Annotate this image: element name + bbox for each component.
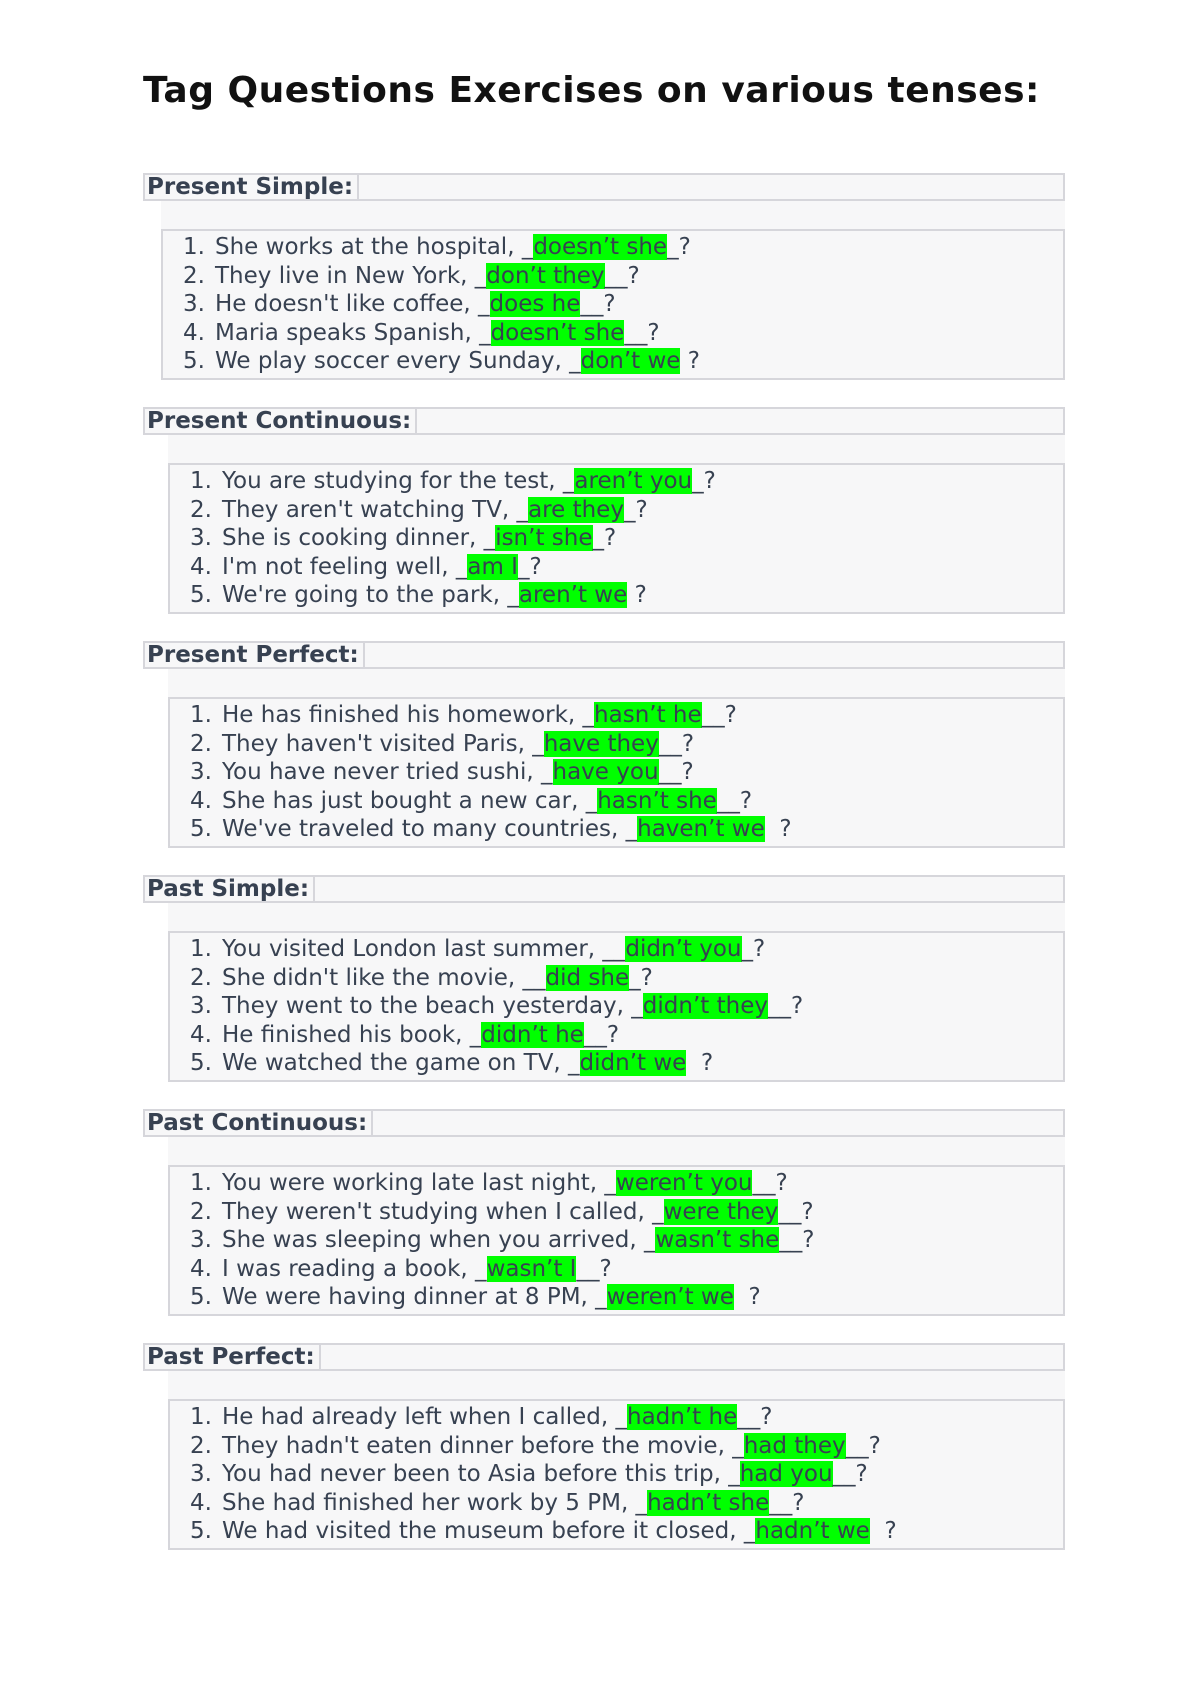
question-item — [170, 496, 1063, 525]
question-item — [170, 1517, 1063, 1546]
section-heading: Past Continuous: — [145, 1111, 373, 1135]
question-stem: We've traveled to many countries, _ — [222, 816, 638, 842]
question-number: 1. — [183, 234, 205, 260]
question-tail: _? — [692, 468, 716, 494]
answer-highlight: are they — [528, 496, 624, 523]
question-item — [170, 1169, 1063, 1198]
question-number: 2. — [190, 1198, 212, 1225]
question-number: 2. — [183, 262, 205, 289]
section — [143, 641, 1065, 848]
section-heading: Present Perfect: — [145, 643, 365, 667]
section-heading: Past Perfect: — [145, 1345, 321, 1369]
question-number: 5. — [190, 582, 212, 608]
question-stem: We had visited the museum before it closed, _ — [222, 1518, 756, 1544]
section — [143, 173, 1065, 380]
question-tail: __? — [701, 702, 737, 728]
question-item — [170, 992, 1063, 1021]
question-stem: You had never been to Asia before this trip, _ — [222, 1461, 740, 1487]
answer-highlight: hasn’t he — [594, 702, 702, 728]
section-heading-box — [143, 1343, 1065, 1371]
question-stem: I'm not feeling well, _ — [222, 553, 468, 580]
answer-highlight: don’t we — [580, 348, 681, 374]
question-stem: She works at the hospital, _ — [215, 234, 534, 260]
question-number: 3. — [190, 759, 212, 785]
question-tail: ? — [627, 582, 647, 608]
question-item — [170, 467, 1063, 496]
question-number: 5. — [183, 348, 205, 374]
question-tail: ? — [869, 1518, 897, 1544]
question-stem: We play soccer every Sunday, _ — [215, 348, 581, 374]
question-stem: She was sleeping when you arrived, _ — [222, 1227, 656, 1253]
section-heading: Present Simple: — [145, 175, 359, 199]
answer-highlight: were they — [663, 1198, 779, 1225]
question-item — [170, 1198, 1063, 1227]
section-spacer — [168, 1137, 1065, 1165]
question-number: 1. — [190, 702, 212, 728]
question-list — [168, 931, 1065, 1082]
section — [143, 875, 1065, 1082]
answer-highlight: didn’t they — [642, 993, 768, 1019]
question-item — [170, 553, 1063, 582]
answer-highlight: aren’t we — [518, 582, 628, 608]
question-stem: You have never tried sushi, _ — [222, 759, 553, 785]
section-spacer — [168, 435, 1065, 463]
section — [143, 1343, 1065, 1550]
question-item — [170, 1049, 1063, 1078]
question-stem: We're going to the park, _ — [222, 582, 519, 608]
answer-highlight: didn’t you — [625, 936, 742, 962]
question-tail: __? — [658, 730, 695, 757]
question-item — [163, 233, 1063, 262]
question-number: 1. — [190, 468, 212, 494]
answer-highlight: weren’t we — [606, 1284, 734, 1310]
question-number: 2. — [190, 496, 212, 523]
question-tail: __? — [624, 319, 660, 346]
question-item — [170, 581, 1063, 610]
question-tail: __? — [604, 262, 640, 289]
answer-highlight: hadn’t we — [755, 1518, 870, 1544]
question-stem: I was reading a book, _ — [222, 1255, 487, 1282]
question-number: 3. — [190, 993, 212, 1019]
question-stem: You are studying for the test, _ — [222, 468, 575, 494]
section-spacer — [161, 201, 1065, 229]
question-item — [170, 730, 1063, 759]
question-stem: She didn't like the movie, __ — [222, 964, 546, 991]
answer-highlight: hadn’t she — [647, 1489, 770, 1516]
question-tail: __? — [658, 759, 694, 785]
answer-highlight: did she — [545, 964, 630, 991]
question-tail: _? — [623, 496, 648, 523]
question-item — [170, 1403, 1063, 1432]
question-tail: _? — [667, 234, 691, 260]
question-stem: They aren't watching TV, _ — [222, 496, 529, 523]
question-stem: You were working late last night, _ — [222, 1170, 616, 1196]
question-item — [170, 701, 1063, 730]
question-number: 2. — [190, 730, 212, 757]
question-tail: __? — [845, 1432, 881, 1459]
question-stem: We were having dinner at 8 PM, _ — [222, 1284, 607, 1310]
question-tail: __? — [576, 1255, 612, 1282]
section-spacer — [168, 669, 1065, 697]
question-number: 4. — [190, 1489, 212, 1516]
question-item — [170, 758, 1063, 787]
answer-highlight: didn’t he — [481, 1021, 584, 1048]
question-stem: We watched the game on TV, _ — [222, 1050, 580, 1076]
question-item — [170, 1432, 1063, 1461]
question-number: 4. — [190, 553, 212, 580]
question-item — [170, 1283, 1063, 1312]
question-number: 3. — [190, 1227, 212, 1253]
question-number: 1. — [190, 936, 212, 962]
question-tail: __? — [583, 1021, 620, 1048]
question-item — [170, 815, 1063, 844]
question-tail: __? — [716, 787, 753, 814]
answer-highlight: don’t they — [486, 262, 605, 289]
section-heading-box — [143, 875, 1065, 903]
page-title: Tag Questions Exercises on various tenses: — [143, 70, 1040, 111]
question-tail: _? — [592, 525, 617, 551]
question-item — [163, 319, 1063, 348]
question-item — [170, 1255, 1063, 1284]
question-tail: __? — [769, 1489, 805, 1516]
question-stem: He doesn't like coffee, _ — [215, 291, 490, 317]
question-tail: __? — [767, 993, 804, 1019]
question-list — [161, 229, 1065, 380]
question-stem: They haven't visited Paris, _ — [222, 730, 544, 757]
question-list — [168, 1165, 1065, 1316]
question-number: 5. — [190, 816, 212, 842]
question-stem: Maria speaks Spanish, _ — [215, 319, 491, 346]
section-heading-box — [143, 173, 1065, 201]
question-item — [170, 787, 1063, 816]
section-spacer — [168, 1371, 1065, 1399]
answer-highlight: does he — [489, 291, 581, 317]
question-item — [170, 1489, 1063, 1518]
answer-highlight: have you — [552, 759, 659, 785]
question-stem: He had already left when I called, _ — [222, 1404, 628, 1430]
question-tail: ? — [733, 1284, 761, 1310]
question-number: 1. — [190, 1170, 212, 1196]
question-item — [163, 290, 1063, 319]
question-tail: __? — [779, 1227, 815, 1253]
section-heading: Past Simple: — [145, 877, 315, 901]
question-stem: You visited London last summer, __ — [222, 936, 626, 962]
question-tail: __? — [752, 1170, 788, 1196]
section-heading-box — [143, 641, 1065, 669]
question-stem: They went to the beach yesterday, _ — [222, 993, 643, 1019]
section-spacer — [168, 903, 1065, 931]
answer-highlight: had they — [743, 1432, 846, 1459]
answer-highlight: hadn’t he — [627, 1404, 738, 1430]
question-item — [170, 935, 1063, 964]
question-stem: He has finished his homework, _ — [222, 702, 595, 728]
question-number: 4. — [190, 1255, 212, 1282]
question-number: 4. — [183, 319, 205, 346]
question-list — [168, 697, 1065, 848]
answer-highlight: had you — [739, 1461, 833, 1487]
question-number: 3. — [190, 525, 212, 551]
answer-highlight: hasn’t she — [597, 787, 717, 814]
answer-highlight: aren’t you — [574, 468, 693, 494]
question-number: 4. — [190, 1021, 212, 1048]
question-stem: She is cooking dinner, _ — [222, 525, 496, 551]
question-stem: They hadn't eaten dinner before the movie, _ — [222, 1432, 744, 1459]
answer-highlight: didn’t we — [579, 1050, 687, 1076]
question-tail: __? — [580, 291, 616, 317]
question-number: 3. — [190, 1461, 212, 1487]
answer-highlight: haven’t we — [637, 816, 765, 842]
section-heading-box — [143, 1109, 1065, 1137]
question-number: 4. — [190, 787, 212, 814]
question-tail: __? — [832, 1461, 868, 1487]
answer-highlight: isn’t she — [495, 525, 593, 551]
answer-highlight: wasn’t she — [655, 1227, 780, 1253]
question-tail: __? — [778, 1198, 814, 1225]
answer-highlight: doesn’t she — [490, 319, 625, 346]
question-stem: She had finished her work by 5 PM, _ — [222, 1489, 648, 1516]
answer-highlight: have they — [543, 730, 659, 757]
question-list — [168, 1399, 1065, 1550]
question-item — [170, 1226, 1063, 1255]
section-heading: Present Continuous: — [145, 409, 417, 433]
question-number: 2. — [190, 964, 212, 991]
question-stem: He finished his book, _ — [222, 1021, 482, 1048]
question-tail: __? — [737, 1404, 773, 1430]
question-tail: ? — [764, 816, 792, 842]
question-number: 5. — [190, 1050, 212, 1076]
question-tail: ? — [686, 1050, 714, 1076]
question-number: 1. — [190, 1404, 212, 1430]
question-tail: ? — [680, 348, 700, 374]
question-tail: _? — [741, 936, 766, 962]
question-item — [170, 1021, 1063, 1050]
question-item — [170, 964, 1063, 993]
question-item — [170, 1460, 1063, 1489]
question-stem: She has just bought a new car, _ — [222, 787, 598, 814]
question-item — [163, 347, 1063, 376]
question-number: 5. — [190, 1518, 212, 1544]
question-list — [168, 463, 1065, 614]
question-number: 2. — [190, 1432, 212, 1459]
section-heading-box — [143, 407, 1065, 435]
question-stem: They live in New York, _ — [215, 262, 487, 289]
section — [143, 407, 1065, 614]
question-tail: _? — [517, 553, 542, 580]
answer-highlight: weren’t you — [615, 1170, 753, 1196]
question-item — [163, 262, 1063, 291]
question-item — [170, 524, 1063, 553]
answer-highlight: wasn’t I — [486, 1255, 577, 1282]
answer-highlight: am I — [467, 553, 518, 580]
question-number: 5. — [190, 1284, 212, 1310]
question-stem: They weren't studying when I called, _ — [222, 1198, 664, 1225]
answer-highlight: doesn’t she — [533, 234, 668, 260]
question-number: 3. — [183, 291, 205, 317]
section — [143, 1109, 1065, 1316]
question-tail: _? — [629, 964, 653, 991]
